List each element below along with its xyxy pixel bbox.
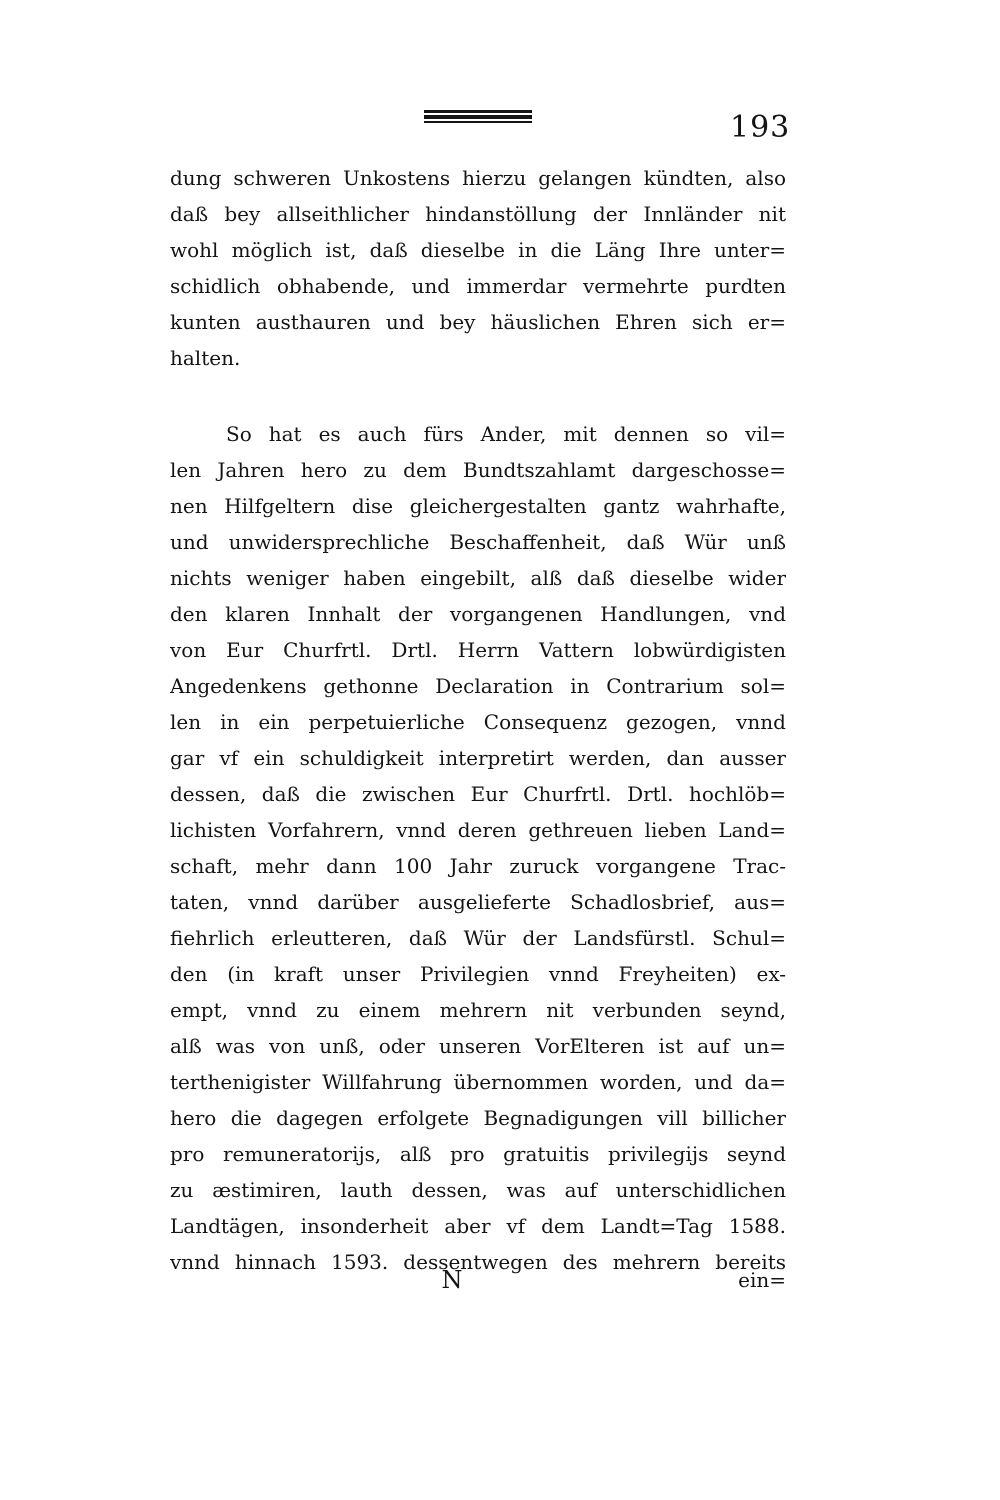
header-rule-bar <box>424 121 532 123</box>
signature-mark: N <box>441 1266 463 1294</box>
text-line: fiehrlich erleutteren, daß Wür der Landsfürstl. Schul= <box>170 926 786 950</box>
text-line: halten. <box>170 346 241 370</box>
text-line: dung schweren Unkostens hierzu gelangen kündten, also <box>170 166 786 190</box>
text-line: lichisten Vorfahrern, vnnd deren gethreuen lieben Land= <box>170 818 786 842</box>
text-line: nichts weniger haben eingebilt, alß daß dieselbe wider <box>170 566 786 590</box>
text-line: pro remuneratorijs, alß pro gratuitis privilegijs seynd <box>170 1142 786 1166</box>
text-line: Angedenkens gethonne Declaration in Contrarium sol= <box>170 674 786 698</box>
text-line: von Eur Churfrtl. Drtl. Herrn Vattern lobwürdigisten <box>170 638 786 662</box>
text-line: alß was von unß, oder unseren VorElteren ist auf un= <box>170 1034 786 1058</box>
header-rule-bar <box>424 110 532 113</box>
text-line: hero die dagegen erfolgete Begnadigungen vill billicher <box>170 1106 786 1130</box>
text-line: vnnd hinnach 1593. dessentwegen des mehrern bereits <box>170 1250 786 1274</box>
text-line: zu æstimiren, lauth dessen, was auf unterschidlichen <box>170 1178 786 1202</box>
paragraph-1 <box>170 160 786 376</box>
text-line: So hat es auch fürs Ander, mit dennen so vil= <box>226 422 786 446</box>
text-line: dessen, daß die zwischen Eur Churfrtl. Drtl. hochlöb= <box>170 782 786 806</box>
text-line: schaft, mehr dann 100 Jahr zuruck vorgangene Trac- <box>170 854 786 878</box>
text-line: gar vf ein schuldigkeit interpretirt werden, dan ausser <box>170 746 786 770</box>
text-line: den (in kraft unser Privilegien vnnd Freyheiten) ex- <box>170 962 786 986</box>
text-line: empt, vnnd zu einem mehrern nit verbunden seynd, <box>170 998 786 1022</box>
body-text <box>170 160 786 1280</box>
page-footer <box>170 1262 786 1298</box>
text-line: Landtägen, insonderheit aber vf dem Landt=Tag 1588. <box>170 1214 786 1238</box>
text-line: kunten austhauren und bey häuslichen Ehren sich er= <box>170 310 786 334</box>
text-line: den klaren Innhalt der vorgangenen Handlungen, vnd <box>170 602 786 626</box>
header-rule-bar <box>424 115 532 119</box>
header-rule <box>424 110 532 124</box>
catchword: ein= <box>738 1268 786 1292</box>
text-line: schidlich obhabende, und immerdar vermehrte purdten <box>170 274 786 298</box>
text-line: len in ein perpetuierliche Consequenz gezogen, vnnd <box>170 710 786 734</box>
paragraph-2 <box>170 416 786 1280</box>
text-line: terthenigister Willfahrung übernommen worden, und da= <box>170 1070 786 1094</box>
text-line: taten, vnnd darüber ausgelieferte Schadlosbrief, aus= <box>170 890 786 914</box>
text-line: nen Hilfgeltern dise gleichergestalten gantz wahrhafte, <box>170 494 786 518</box>
paragraph-gap <box>170 376 786 416</box>
text-line: len Jahren hero zu dem Bundtszahlamt dargeschosse= <box>170 458 786 482</box>
text-line: und unwidersprechliche Beschaffenheit, daß Wür unß <box>170 530 786 554</box>
page-number: 193 <box>730 110 791 145</box>
text-line: wohl möglich ist, daß dieselbe in die Läng Ihre unter= <box>170 238 786 262</box>
text-line: daß bey allseithlicher hindanstöllung der Innländer nit <box>170 202 786 226</box>
